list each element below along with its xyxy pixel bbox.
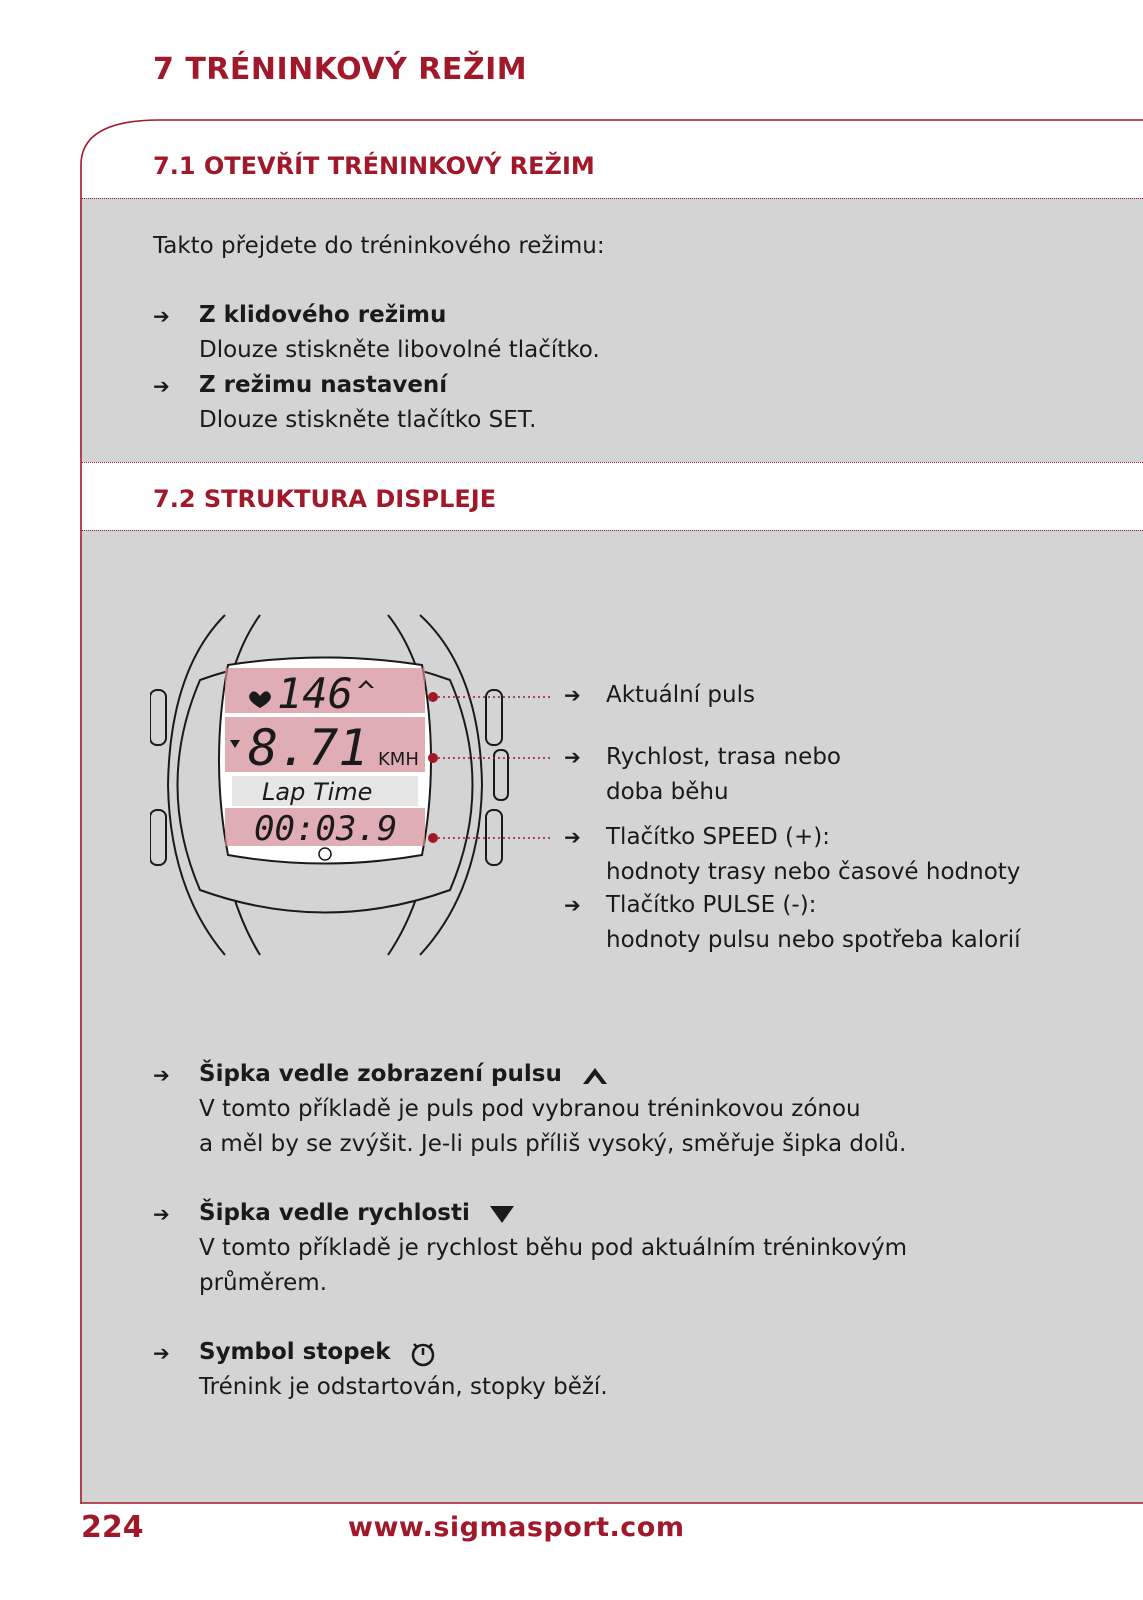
item-heading: Z režimu nastavení [199,372,448,398]
note-heading [199,1196,516,1231]
triangle-down-icon [488,1203,516,1225]
display-time: 00:03.9 [254,809,398,849]
item-heading: Z klidového režimu [199,302,447,328]
arrow-right-icon: ➔ [564,683,581,707]
callout-label: Tlačítko PULSE (-): [606,892,817,918]
page-number: 224 [81,1510,144,1545]
note-heading [199,1057,610,1092]
display-pulse: 146 [277,669,353,718]
item-text: Dlouze stiskněte libovolné tlačítko. [199,337,600,363]
display-speed: 8.71 [248,719,369,777]
arrow-right-icon: ➔ [153,1202,170,1226]
callout-label: Rychlost, trasa nebo [606,744,841,770]
stopwatch-icon [409,1339,437,1367]
arrow-right-icon: ➔ [564,825,581,849]
arrow-right-icon: ➔ [153,1063,170,1087]
arrow-right-icon: ➔ [153,374,170,398]
note-text: V tomto příkladě je rychlost běhu pod aktuálním tréninkovým [199,1235,908,1261]
item-text: Dlouze stiskněte tlačítko SET. [199,407,537,433]
callout-label: hodnoty pulsu nebo spotřeba kalorií [606,927,1021,953]
callout-label: Tlačítko SPEED (+): [606,824,830,850]
note-text: V tomto příkladě je puls pod vybranou tréninkovou zónou [199,1096,861,1122]
callout-lines [425,680,555,850]
arrow-right-icon: ➔ [564,893,581,917]
chapter-title: 7 TRÉNINKOVÝ REŽIM [153,52,528,87]
callout-label: hodnoty trasy nebo časové hodnoty [606,859,1021,885]
display-speed-unit: KMH [378,749,419,770]
arrow-right-icon: ➔ [153,304,170,328]
display-lap-label: Lap Time [262,778,373,806]
note-heading [199,1335,437,1370]
note-text: Trénink je odstartován, stopky běží. [199,1374,608,1400]
note-text: a měl by se zvýšit. Je-li puls příliš vysoký, směřuje šipka dolů. [199,1131,907,1157]
section-title-display-structure: 7.2 STRUKTURA DISPLEJE [153,485,497,513]
section1-intro: Takto přejdete do tréninkového režimu: [153,233,605,259]
section-title-open-mode: 7.1 OTEVŘÍT TRÉNINKOVÝ REŽIM [153,152,595,180]
arrow-right-icon: ➔ [153,1341,170,1365]
footer-url: www.sigmasport.com [348,1512,685,1543]
chevron-up-icon [580,1064,610,1086]
note-heading-text: Šipka vedle zobrazení pulsu [199,1061,562,1087]
callout-label: Aktuální puls [606,682,755,708]
note-heading-text: Symbol stopek [199,1339,391,1365]
note-heading-text: Šipka vedle rychlosti [199,1200,470,1226]
arrow-right-icon: ➔ [564,745,581,769]
note-text: průměrem. [199,1270,328,1296]
callout-label: doba běhu [606,779,729,805]
